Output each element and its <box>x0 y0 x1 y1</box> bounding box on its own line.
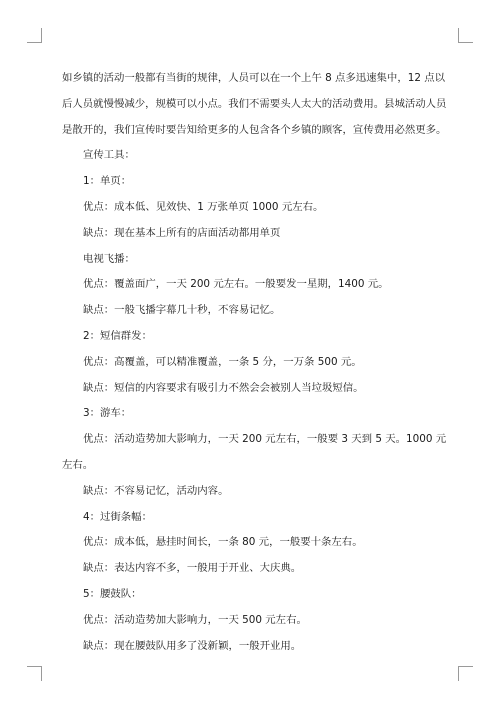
paragraph-tv-pro: 优点：覆盖面广，一天 200 元左右。一般要发一星期，1400 元。 <box>83 278 389 291</box>
paragraph-item-4-con: 缺点：表达内容不多，一般用于开业、大庆典。 <box>83 562 302 575</box>
paragraph-item-4-pro: 优点：成本低，悬挂时间长，一条 80 元，一般要十条左右。 <box>83 536 363 549</box>
paragraph-item-2-pro: 优点：高覆盖，可以精准覆盖，一条 5 分，一万条 500 元。 <box>83 355 362 368</box>
crop-mark-top-left <box>27 28 42 43</box>
document-body <box>62 66 452 659</box>
paragraph-item-5-pro: 优点：活动造势加大影响力，一天 500 元左右。 <box>83 613 307 626</box>
paragraph-item-5-title: 5：腰鼓队： <box>83 587 142 600</box>
paragraph-item-1-pro: 优点：成本低、见效快、1 万张单页 1000 元左右。 <box>83 200 324 213</box>
paragraph-item-1-title: 1：单页： <box>83 175 132 188</box>
paragraph-tools-heading: 宣传工具： <box>83 149 135 162</box>
paragraph-item-5-con: 缺点：现在腰鼓队用多了没新颖，一般开业用。 <box>83 639 302 652</box>
paragraph-item-4-title: 4：过街条幅： <box>83 510 152 523</box>
paragraph-intro: 如乡镇的活动一般都有当街的规律，人员可以在一个上午 8 点多迅速集中，12 点以后人员就慢慢减少，规模可以小点。我们不需要头人太大的活动费用。县城活动人员是散开的，我们宣传时要告知给更多的人包含各个乡镇的顾客，宣传费用必然更多。 <box>62 72 447 136</box>
paragraph-tv-title: 电视飞播： <box>83 252 135 265</box>
paragraph-item-3-con: 缺点：不容易记忆，活动内容。 <box>83 484 229 497</box>
paragraph-item-2-title: 2：短信群发： <box>83 329 152 342</box>
paragraph-item-2-con: 缺点：短信的内容要求有吸引力不然会会被别人当垃圾短信。 <box>83 381 364 394</box>
paragraph-tv-con: 缺点：一般飞播字幕几十秒，不容易记忆。 <box>83 304 281 317</box>
crop-mark-top-right <box>458 28 473 43</box>
paragraph-item-1-con: 缺点：现在基本上所有的店面活动都用单页 <box>83 226 281 239</box>
paragraph-item-3-title: 3：游车： <box>83 407 132 420</box>
paragraph-item-3-pro: 优点：活动造势加大影响力，一天 200 元左右，一般要 3 天到 5 天。1000 元左右。 <box>62 433 447 471</box>
crop-mark-bottom-left <box>27 666 42 681</box>
crop-mark-bottom-right <box>458 666 473 681</box>
